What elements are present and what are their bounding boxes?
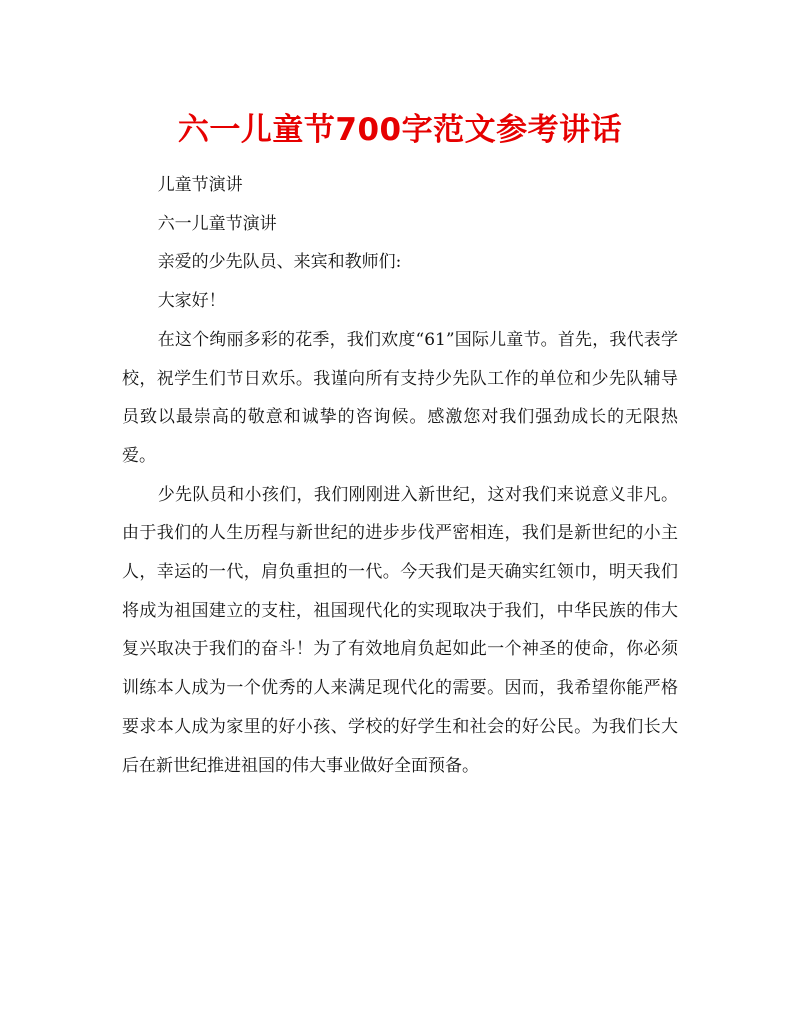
document-body <box>122 166 678 785</box>
document-title: 六一儿童节700字范文参考讲话 <box>177 112 623 148</box>
paragraph-heading-1: 儿童节演讲 <box>157 175 243 195</box>
paragraph-body-2: 少先队员和小孩们，我们刚刚进入新世纪，这对我们来说意义非凡。由于我们的人生历程与新世纪的进步步伐严密相连，我们是新世纪的小主人，幸运的一代，肩负重担的一代。今天我们是天确实红领巾，明天我们将成为祖国建立的支柱，祖国现代化的实现取决于我们，中华民族的伟大复兴取决于我们的奋斗！为了有效地肩负起如此一个神圣的使命，你必须训练本人成为一个优秀的人来满足现代化的需要。因而，我希望你能严格要求本人成为家里的好小孩、学校的好学生和社会的好公民。为我们长大后在新世纪推进祖国的伟大事业做好全面预备。 <box>122 484 678 776</box>
paragraph-heading-2: 六一儿童节演讲 <box>157 213 277 234</box>
paragraph-salutation: 亲爱的少先队员、来宾和教师们: <box>157 252 402 273</box>
paragraph-body-1: 在这个绚丽多彩的花季，我们欢度“61”国际儿童节。首先，我代表学校，祝学生们节日欢乐。我谨向所有支持少先队工作的单位和少先队辅导员致以最崇高的敬意和诚挚的咨询候。感激您对我们强劲成长的无限热爱。 <box>122 329 678 466</box>
paragraph-greeting: 大家好！ <box>157 291 226 312</box>
